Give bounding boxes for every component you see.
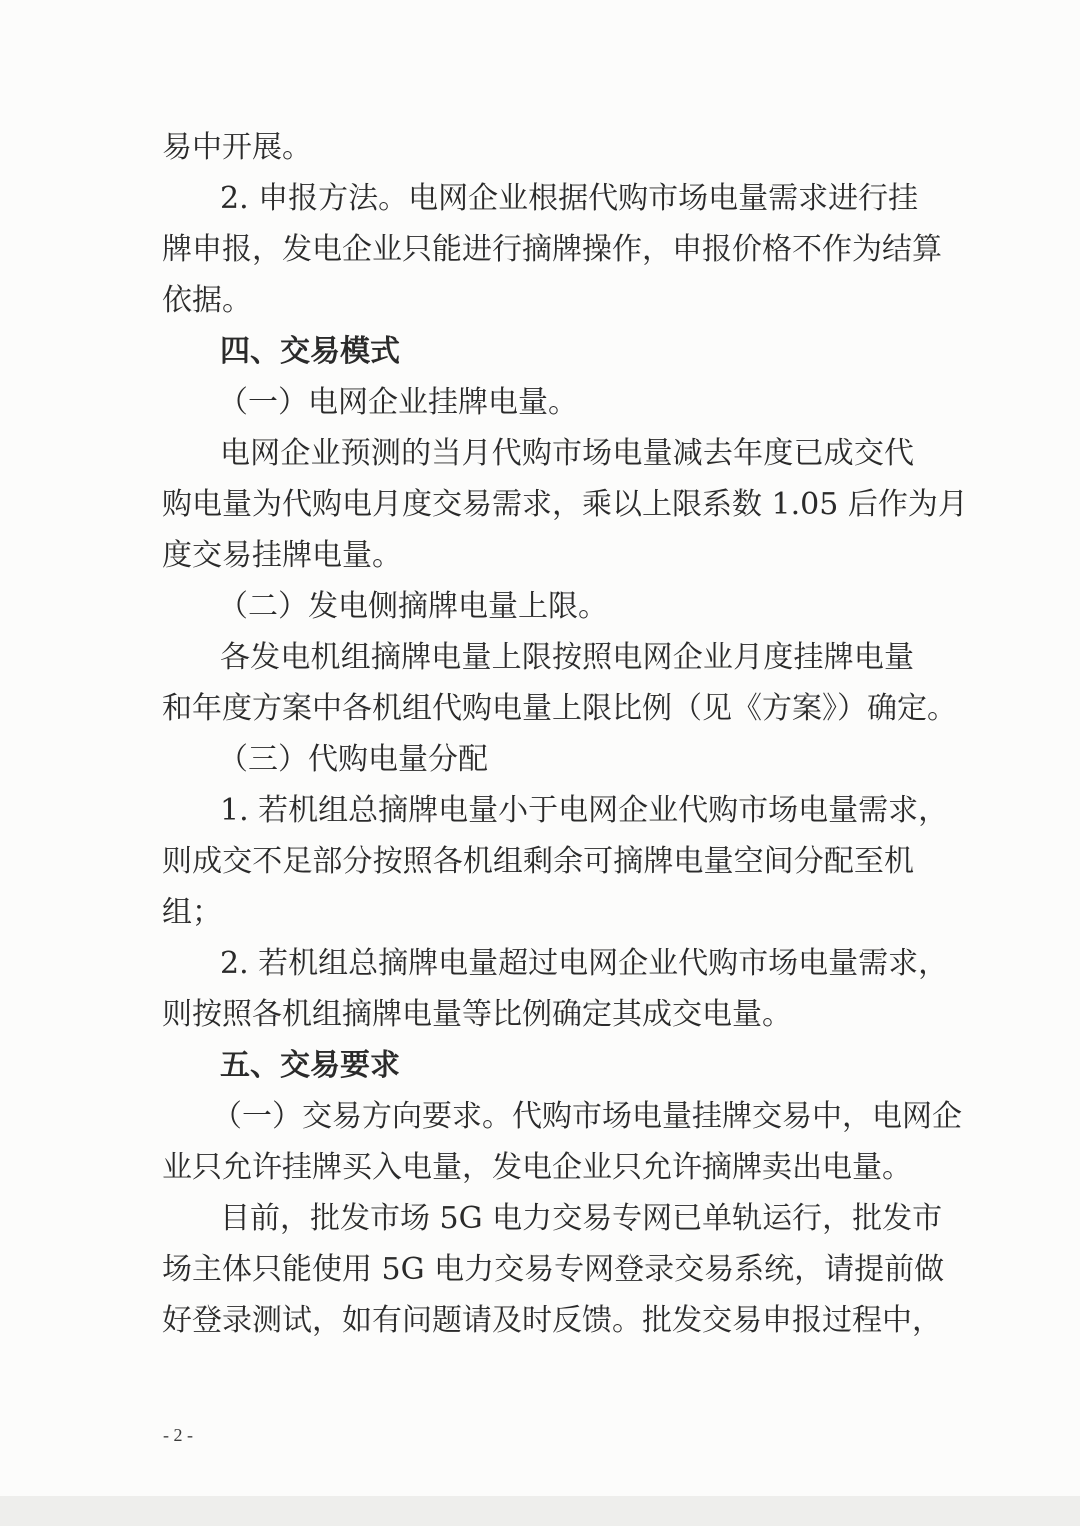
text-line: 则按照各机组摘牌电量等比例确定其成交电量。 bbox=[162, 997, 792, 1032]
subsection-heading: （三）代购电量分配 bbox=[218, 742, 488, 777]
section-heading: 五、交易要求 bbox=[220, 1048, 400, 1083]
text-line: 度交易挂牌电量。 bbox=[162, 538, 402, 573]
text-line: 2. 若机组总摘牌电量超过电网企业代购市场电量需求， bbox=[220, 946, 949, 981]
text-line: 易中开展。 bbox=[162, 130, 312, 165]
text-line: 依据。 bbox=[162, 283, 252, 318]
text-line: 好登录测试，如有问题请及时反馈。批发交易申报过程中， bbox=[162, 1303, 942, 1338]
text-line: 则成交不足部分按照各机组剩余可摘牌电量空间分配至机 bbox=[162, 844, 914, 879]
text-line: 业只允许挂牌买入电量，发电企业只允许摘牌卖出电量。 bbox=[162, 1150, 912, 1185]
text-line: （一）交易方向要求。代购市场电量挂牌交易中，电网企 bbox=[212, 1099, 962, 1134]
subsection-heading: （一）电网企业挂牌电量。 bbox=[218, 385, 578, 420]
text-line: 组； bbox=[162, 895, 222, 930]
text-line: 目前，批发市场 5G 电力交易专网已单轨运行，批发市 bbox=[220, 1201, 943, 1236]
text-line: 牌申报，发电企业只能进行摘牌操作，申报价格不作为结算 bbox=[162, 232, 942, 267]
page-bottom-edge bbox=[0, 1496, 1080, 1526]
text-line: 和年度方案中各机组代购电量上限比例（见《方案》）确定。 bbox=[162, 691, 957, 726]
text-line: 场主体只能使用 5G 电力交易专网登录交易系统，请提前做 bbox=[162, 1252, 945, 1287]
section-heading: 四、交易模式 bbox=[220, 334, 400, 369]
page-number: - 2 - bbox=[163, 1425, 193, 1445]
text-line: 2. 申报方法。电网企业根据代购市场电量需求进行挂 bbox=[220, 181, 919, 216]
text-line: 各发电机组摘牌电量上限按照电网企业月度挂牌电量 bbox=[220, 640, 914, 675]
text-line: 购电量为代购电月度交易需求，乘以上限系数 1.05 后作为月 bbox=[162, 487, 968, 522]
subsection-heading: （二）发电侧摘牌电量上限。 bbox=[218, 589, 608, 624]
text-line: 电网企业预测的当月代购市场电量减去年度已成交代 bbox=[220, 436, 914, 471]
text-line: 1. 若机组总摘牌电量小于电网企业代购市场电量需求， bbox=[220, 793, 949, 828]
